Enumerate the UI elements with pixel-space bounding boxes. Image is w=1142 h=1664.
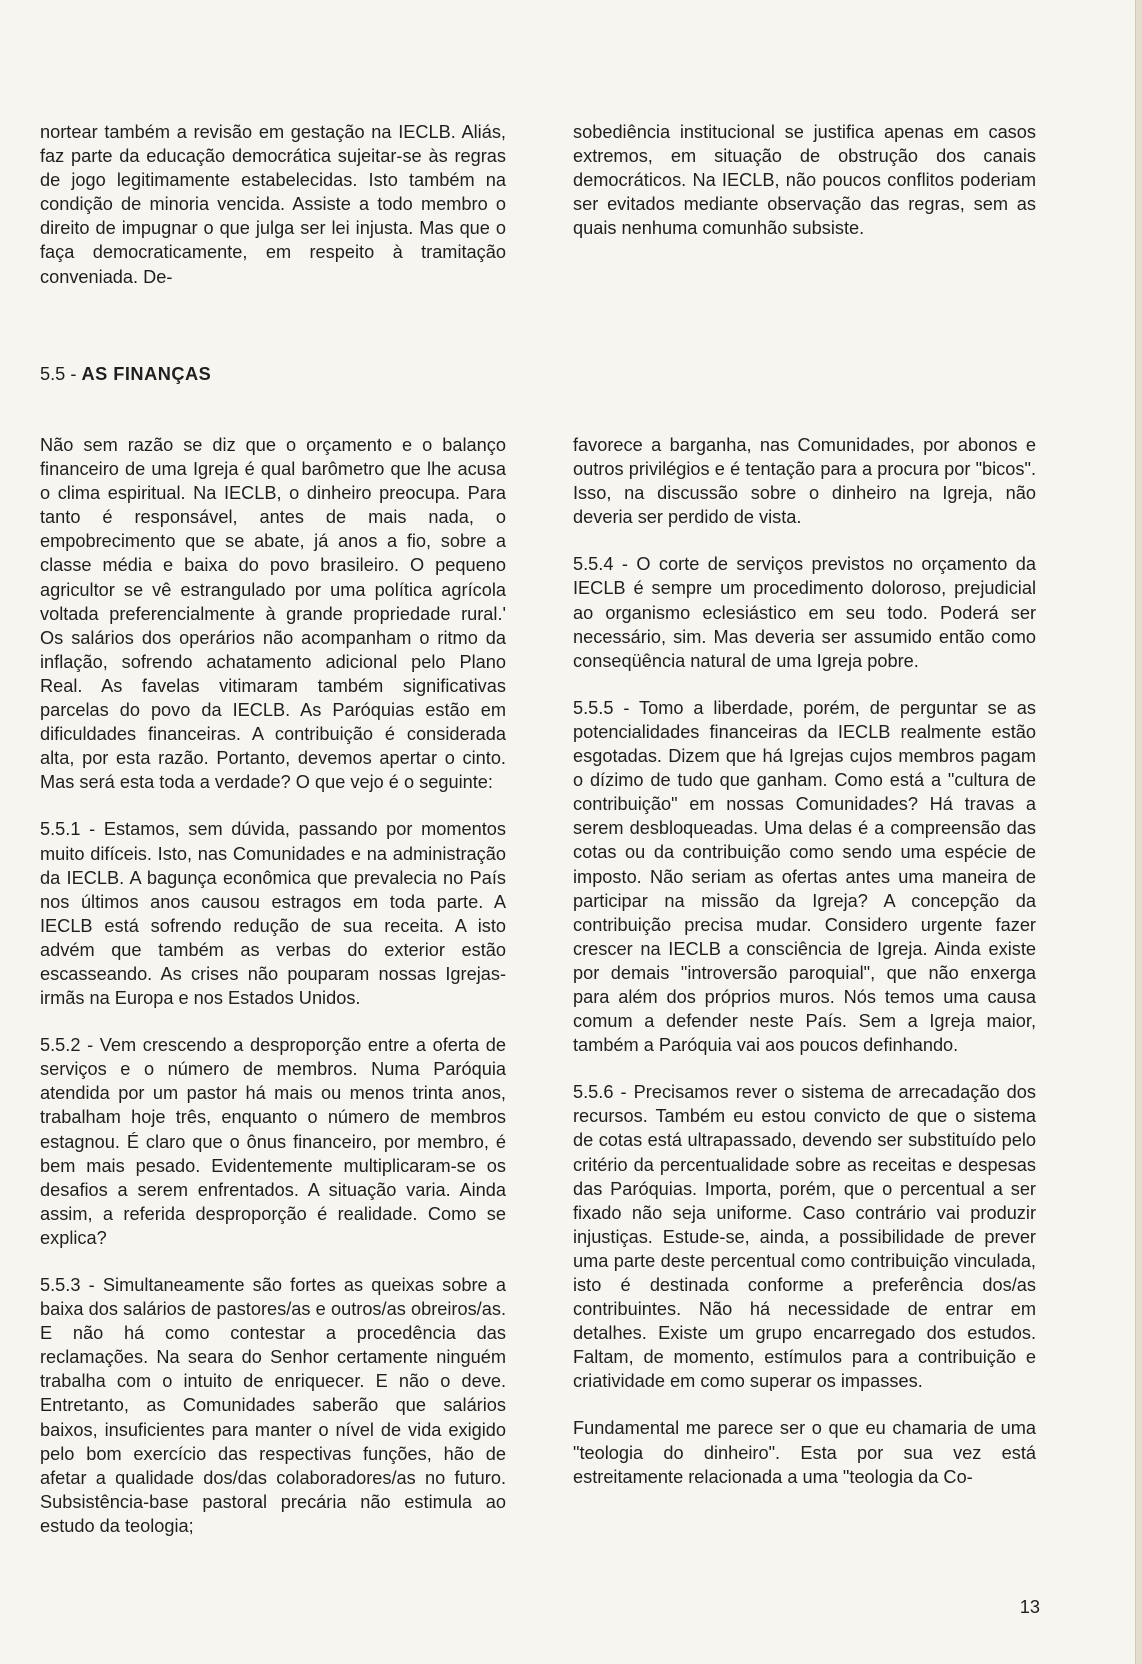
paragraph: Não sem razão se diz que o orçamento e o balanço financeiro de uma Igreja é qual barômetro que lhe acusa o clima espiritual. Na IECLB, o dinheiro preocupa. Para tanto é responsável, antes de mais nada, o empobrecimento que se abate, já anos a fio, sobre a classe média e baixa do povo brasileiro. O pequeno agricultor se vê estrangulado por uma política agrícola voltada preferencialmente à grande propriedade rural.' Os salários dos operários não acompanham o ritmo da inflação, sofrendo achatamento adicional pelo Plano Real. As favelas vitimaram também significativas parcelas do povo da IECLB. As Paróquias estão em dificuldades financeiras. A contribuição é considerada alta, por esta razão. Portanto, devemos apertar o cinto. Mas será esta toda a verdade? O que vejo é o seguinte: <box>40 435 506 793</box>
paragraph: 5.5.6 - Precisamos rever o sistema de arrecadação dos recursos. Também eu estou convicto de que o sistema de cotas está ultrapassado, devendo ser substituído pelo critério da percentualidade sobre as receitas e despesas das Paróquias. Importa, porém, que o percentual a ser fixado não seja uniforme. Caso contrário vai produzir injustiças. Estude-se, ainda, a possibilidade de prever uma parte deste percentual como contribuição vinculada, isto é destinada conforme a preferência dos/as contribuintes. Não há necessidade de entrar em detalhes. Existe um grupo encarregado dos estudos. Faltam, de momento, estímulos para a contribuição e criatividade em como superar os impasses. <box>573 1082 1036 1392</box>
top-right-column <box>573 120 1036 240</box>
top-left-column <box>40 120 506 289</box>
paragraph: favorece a barganha, nas Comunidades, por abonos e outros privilégios e é tentação para a procura por "bicos". Isso, na discussão sobre o dinheiro na Igreja, não deveria ser perdido de vista. <box>573 435 1036 528</box>
section-heading <box>40 362 211 386</box>
paragraph: 5.5.2 - Vem crescendo a desproporção entre a oferta de serviços e o número de membros. Numa Paróquia atendida por um pastor há mais ou menos trinta anos, trabalham hoje três, enquanto o número de membros estagnou. É claro que o ônus financeiro, por membro, é bem mais pesado. Evidentemente multiplicaram-se os desafios a serem enfrentados. A situação varia. Ainda assim, a referida desproporção é realidade. Como se explica? <box>40 1035 506 1248</box>
paragraph-top-right: sobediência institucional se justifica apenas em casos extremos, em situação de obstrução dos canais democráticos. Na IECLB, não poucos conflitos poderiam ser evitados mediante observação das regras, sem as quais nenhuma comunhão subsiste. <box>573 122 1036 239</box>
left-column <box>40 433 506 1538</box>
paragraph: 5.5.5 - Tomo a liberdade, porém, de perguntar se as potencialidades financeiras da IECLB realmente estão esgotadas. Dizem que há Igrejas cujos membros pagam o dízimo de tudo que ganham. Como está a "cultura de contribuição" em nossas Comunidades? Há travas a serem desbloqueadas. Uma delas é a compreensão das cotas ou da contribuição como sendo uma espécie de imposto. Não seriam as ofertas antes uma maneira de participar na missão da Igreja? A concepção da contribuição precisa mudar. Considero urgente fazer crescer na IECLB a consciência de Igreja. Ainda existe por demais "introversão paroquial", que não enxerga para além dos próprios muros. Nós temos uma causa comum a defender neste País. Sem a Igreja maior, também a Paróquia vai aos poucos definhando. <box>573 697 1036 1056</box>
right-column <box>573 433 1036 1489</box>
page-edge <box>1135 0 1142 1664</box>
paragraph-top-left: nortear também a revisão em gestação na IECLB. Aliás, faz parte da educação democrática sujeitar-se às regras de jogo legitimamente estabelecidas. Isto também na condição de minoria vencida. Assiste a todo membro o direito de impugnar o que julga ser lei injusta. Mas que o faça democraticamente, em respeito à tramitação conveniada. De- <box>40 122 506 287</box>
section-title: AS FINANÇAS <box>81 364 212 384</box>
paragraph: 5.5.3 - Simultaneamente são fortes as queixas sobre a baixa dos salários de pastores/as e outros/as obreiros/as. E não há como contestar a procedência das reclamações. Na seara do Senhor certamente ninguém trabalha com o intuito de enriquecer. E não o deve. Entretanto, as Comunidades saberão que salários baixos, insuficientes para manter o nível de vida exigido pelo bom exercício das respectivas funções, hão de afetar a qualidade dos/das colaboradores/as no futuro. Subsistência-base pastoral precária não estimula ao estudo da teologia; <box>40 1275 506 1536</box>
paragraph: 5.5.4 - O corte de serviços previstos no orçamento da IECLB é sempre um procedimento doloroso, prejudicial ao organismo eclesiástico em seu todo. Poderá ser necessário, sim. Mas deveria ser assumido então como conseqüência natural de uma Igreja pobre. <box>573 554 1036 671</box>
paragraph: Fundamental me parece ser o que eu chamaria de uma "teologia do dinheiro". Esta por sua vez está estreitamente relacionada a uma "teologia da Co- <box>573 1418 1036 1487</box>
page-number: 13 <box>1019 1597 1040 1617</box>
section-number: 5.5 - <box>40 364 82 384</box>
paragraph: 5.5.1 - Estamos, sem dúvida, passando por momentos muito difíceis. Isto, nas Comunidades e na administração da IECLB. A bagunça econômica que prevalecia no País nos últimos anos causou estragos em toda parte. A IECLB está sofrendo redução de sua receita. A isto advém que também as verbas do exterior estão escasseando. As crises não pouparam nossas Igrejas-irmãs na Europa e nos Estados Unidos. <box>40 819 506 1009</box>
